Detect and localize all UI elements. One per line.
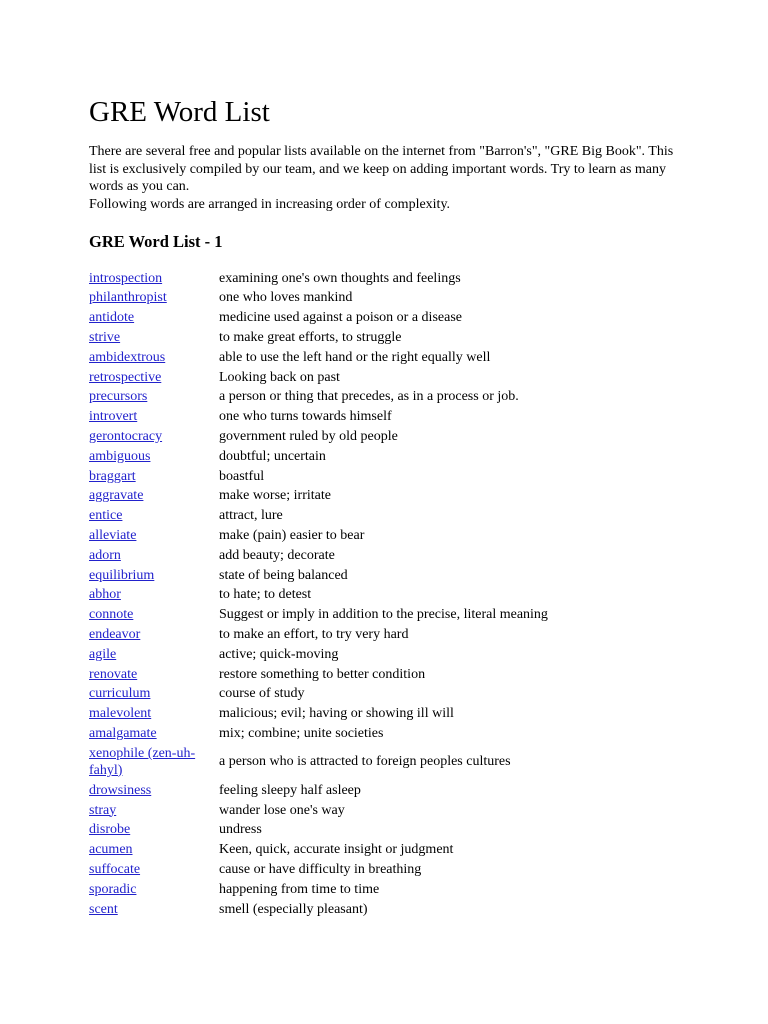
word-link[interactable]: malevolent <box>89 706 152 722</box>
table-row <box>89 566 729 586</box>
table-row <box>89 625 729 645</box>
table-row <box>89 880 729 900</box>
word-link[interactable]: endeavor <box>89 626 141 642</box>
intro-paragraph: Following words are arranged in increasing order of complexity. <box>89 196 451 212</box>
word-definition: state of being balanced <box>219 567 348 583</box>
word-link[interactable]: ambiguous <box>89 448 151 464</box>
table-row <box>89 801 729 821</box>
table-row <box>89 487 729 507</box>
table-row <box>89 841 729 861</box>
word-table <box>89 269 729 920</box>
word-link[interactable]: renovate <box>89 666 138 682</box>
word-link[interactable]: curriculum <box>89 686 151 702</box>
word-definition: restore something to better condition <box>219 666 426 682</box>
table-row <box>89 269 729 289</box>
table-row <box>89 526 729 546</box>
word-link[interactable]: disrobe <box>89 822 131 838</box>
table-row <box>89 685 729 705</box>
word-link[interactable]: suffocate <box>89 861 141 877</box>
table-row <box>89 427 729 447</box>
word-link[interactable]: xenophile (zen-uh-fahyl) <box>89 746 196 778</box>
word-definition: government ruled by old people <box>219 429 398 445</box>
word-link[interactable]: connote <box>89 607 134 623</box>
table-row <box>89 348 729 368</box>
table-row <box>89 368 729 388</box>
word-definition: Looking back on past <box>219 369 340 385</box>
word-link[interactable]: introspection <box>89 270 163 286</box>
word-link[interactable]: precursors <box>89 389 148 405</box>
word-link[interactable]: ambidextrous <box>89 349 166 365</box>
table-row <box>89 860 729 880</box>
table-row <box>89 665 729 685</box>
word-definition: add beauty; decorate <box>219 547 335 563</box>
word-link[interactable]: abhor <box>89 587 121 603</box>
table-row <box>89 724 729 744</box>
word-definition: mix; combine; unite societies <box>219 725 384 741</box>
word-link[interactable]: acumen <box>89 842 133 858</box>
intro-text <box>89 143 674 213</box>
word-definition: undress <box>219 822 262 838</box>
table-row <box>89 408 729 428</box>
table-row <box>89 289 729 309</box>
section-title: GRE Word List - 1 <box>89 232 223 251</box>
word-link[interactable]: philanthropist <box>89 290 167 306</box>
word-definition: cause or have difficulty in breathing <box>219 861 422 877</box>
word-definition: one who loves mankind <box>219 290 353 306</box>
word-link[interactable]: gerontocracy <box>89 429 163 445</box>
word-definition: course of study <box>219 686 305 702</box>
word-definition: to make great efforts, to struggle <box>219 330 402 346</box>
word-definition: make worse; irritate <box>219 488 331 504</box>
word-link[interactable]: stray <box>89 802 117 818</box>
word-link[interactable]: amalgamate <box>89 725 157 741</box>
table-row <box>89 309 729 329</box>
word-definition: boastful <box>219 468 265 484</box>
word-link[interactable]: agile <box>89 646 117 662</box>
word-definition: to hate; to detest <box>219 587 312 603</box>
word-link[interactable]: braggart <box>89 468 136 484</box>
word-link[interactable]: strive <box>89 330 121 346</box>
table-row <box>89 645 729 665</box>
word-definition: smell (especially pleasant) <box>219 901 368 917</box>
table-row <box>89 821 729 841</box>
table-row <box>89 586 729 606</box>
word-link[interactable]: scent <box>89 901 118 917</box>
word-definition: doubtful; uncertain <box>219 448 326 464</box>
word-link[interactable]: sporadic <box>89 881 137 897</box>
word-definition: wander lose one's way <box>219 802 345 818</box>
word-definition: Keen, quick, accurate insight or judgment <box>219 842 454 858</box>
word-definition: feeling sleepy half asleep <box>219 782 361 798</box>
word-definition: a person who is attracted to foreign peoples cultures <box>219 754 511 770</box>
word-link[interactable]: retrospective <box>89 369 162 385</box>
word-definition: to make an effort, to try very hard <box>219 626 409 642</box>
word-link[interactable]: equilibrium <box>89 567 155 583</box>
word-definition: Suggest or imply in addition to the precise, literal meaning <box>219 607 548 623</box>
table-row <box>89 546 729 566</box>
word-link[interactable]: antidote <box>89 310 135 326</box>
word-link[interactable]: drowsiness <box>89 782 152 798</box>
word-definition: happening from time to time <box>219 881 380 897</box>
page-title: GRE Word List <box>89 96 270 128</box>
word-definition: make (pain) easier to bear <box>219 528 365 543</box>
intro-paragraph: There are several free and popular lists available on the internet from "Barron's", "GRE Big Book". This list is exclusively compiled by our team, and we keep on adding important words. Try to learn as many words as you can. <box>89 144 674 194</box>
table-row <box>89 328 729 348</box>
word-definition: medicine used against a poison or a disease <box>219 310 462 326</box>
word-link[interactable]: aggravate <box>89 488 144 504</box>
word-definition: attract, lure <box>219 508 283 524</box>
word-link[interactable]: entice <box>89 508 123 524</box>
table-row <box>89 744 729 781</box>
word-definition: active; quick-moving <box>219 646 339 662</box>
word-definition: able to use the left hand or the right equally well <box>219 349 491 365</box>
word-definition: malicious; evil; having or showing ill will <box>219 706 454 722</box>
word-link[interactable]: introvert <box>89 409 138 425</box>
table-row <box>89 388 729 408</box>
table-row <box>89 447 729 467</box>
word-link[interactable]: adorn <box>89 547 121 563</box>
table-row <box>89 507 729 527</box>
word-definition: a person or thing that precedes, as in a process or job. <box>219 389 519 405</box>
word-definition: one who turns towards himself <box>219 409 392 425</box>
word-definition: examining one's own thoughts and feelings <box>219 270 461 286</box>
table-row <box>89 900 729 920</box>
table-row <box>89 606 729 626</box>
table-row <box>89 705 729 725</box>
table-row <box>89 781 729 801</box>
table-row <box>89 467 729 487</box>
word-link[interactable]: alleviate <box>89 528 137 543</box>
